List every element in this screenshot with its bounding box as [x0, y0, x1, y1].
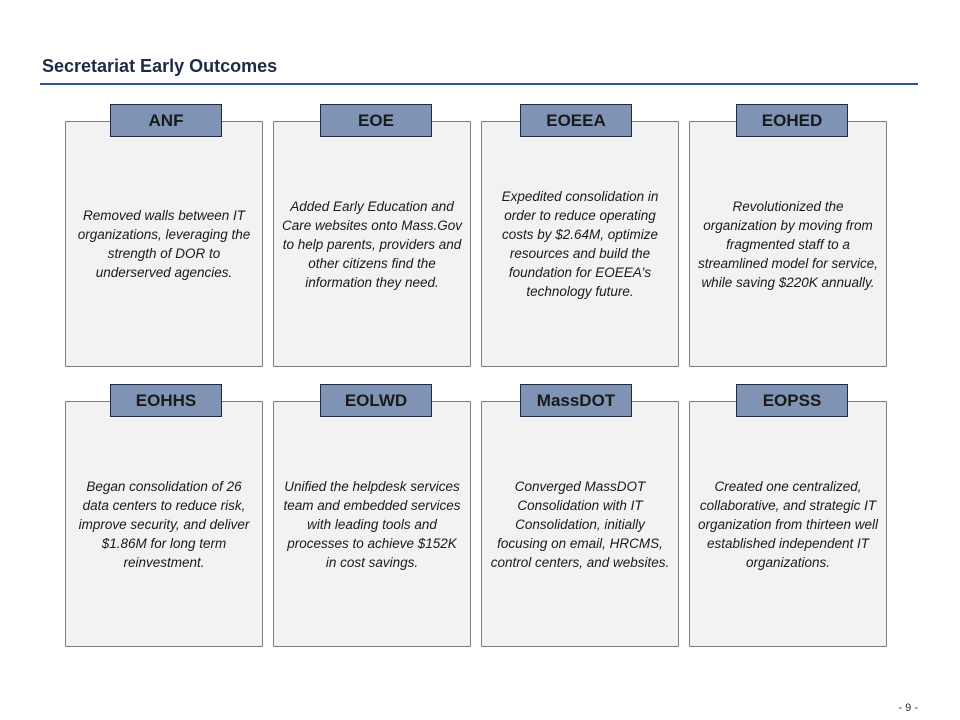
agency-tag-massdot: MassDOT: [520, 384, 632, 417]
outcome-text: Added Early Education and Care websites onto Mass.Gov to help parents, providers and other citizens find the information they need.: [281, 198, 463, 290]
agency-tag-eoeea: EOEEA: [520, 104, 632, 137]
outcome-text: Created one centralized, collaborative, and strategic IT organization from thirteen well established independent IT organizations.: [697, 478, 879, 570]
outcome-card-eohhs: [65, 401, 263, 647]
agency-tag-eohed: EOHED: [736, 104, 848, 137]
outcome-text: Began consolidation of 26 data centers to reduce risk, improve security, and deliver $1.86M for long term reinvestment.: [78, 478, 250, 570]
outcome-text: Unified the helpdesk services team and embedded services with leading tools and processes to achieve $152K in cost savings.: [283, 478, 461, 570]
outcome-text: Converged MassDOT Consolidation with IT Consolidation, initially focusing on email, HRCMS, control centers, and websites.: [490, 478, 670, 570]
outcome-text: Revolutionized the organization by moving from fragmented staff to a streamlined model for service, while saving $220K annually.: [697, 198, 879, 290]
agency-tag-anf: ANF: [110, 104, 222, 137]
outcome-text: Expedited consolidation in order to reduce operating costs by $2.64M, optimize resources and build the foundation for EOEEA's technology future.: [501, 189, 659, 299]
agency-tag-eolwd: EOLWD: [320, 384, 432, 417]
agency-tag-eohhs: EOHHS: [110, 384, 222, 417]
agency-tag-eopss: EOPSS: [736, 384, 848, 417]
page-title: Secretariat Early Outcomes: [42, 56, 278, 76]
agency-tag-eoe: EOE: [320, 104, 432, 137]
page-number: - 9 -: [898, 702, 918, 714]
outcome-card-eohed: [689, 121, 887, 367]
outcome-card-eoe: [273, 121, 471, 367]
outcome-card-anf: [65, 121, 263, 367]
outcome-card-eopss: [689, 401, 887, 647]
outcome-card-eoeea: [481, 121, 679, 367]
outcome-card-massdot: [481, 401, 679, 647]
outcome-card-eolwd: [273, 401, 471, 647]
outcome-text: Removed walls between IT organizations, leveraging the strength of DOR to underserved agencies.: [77, 208, 251, 280]
title-divider: [40, 83, 918, 85]
